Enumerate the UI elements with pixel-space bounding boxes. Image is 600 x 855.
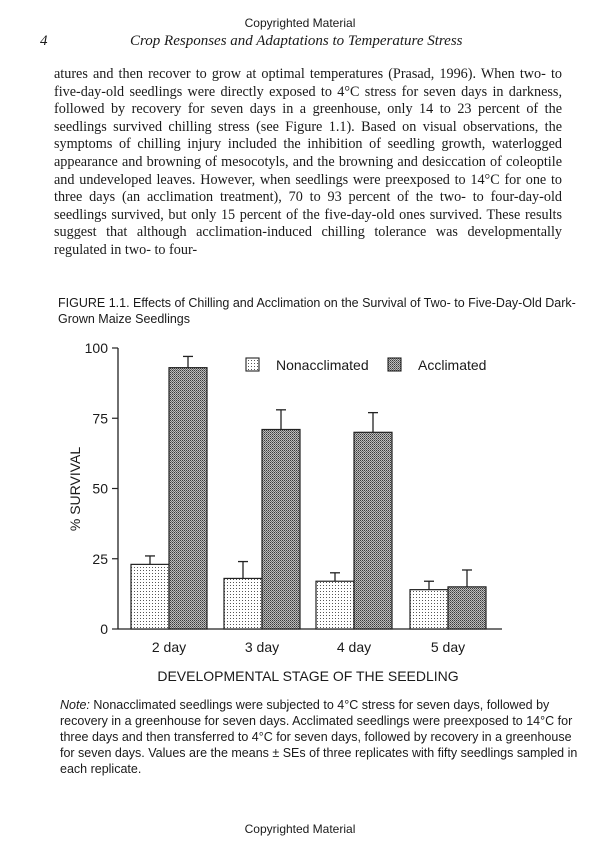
bar-acclimated [448, 587, 486, 629]
figure-note-label: Note: [60, 698, 90, 712]
bar-nonacclimated [131, 564, 169, 629]
x-tick-label: 4 day [336, 639, 372, 655]
y-tick-label: 0 [100, 621, 108, 637]
y-tick-label: 50 [92, 480, 108, 497]
legend-swatch-acclimated [388, 358, 401, 371]
body-paragraph: atures and then recover to grow at optimal temperatures (Prasad, 1996). When two- to five-day-old seedlings were directly exposed to 4°C stress for seven days in darkness, followed by recovery for seven days in a greenhouse, only 14 to 23 percent of the seedlings survived chilling stress (see Figure 1.1). Based on visual observations, the symptoms of chilling injury included the inhibition of seedling growth, waterlogged appearance and browning of mesocotyls, and the browning and desiccation of coleoptile and undeveloped leaves. However, when seedlings were preexposed to 14°C for one to three days (an acclimation treatment), 70 to 93 percent of the two- to four-day-old seedlings survived, but only 15 percent of the five-day-old ones survived. These results suggest that although acclimation-induced chilling tolerance was developmentally regulated in two- to four- [54, 66, 562, 258]
bar-acclimated [262, 429, 300, 629]
figure-caption: FIGURE 1.1. Effects of Chilling and Acclimation on the Survival of Two- to Five-Day-Old Dark-Grown Maize Seedlings [58, 296, 576, 326]
bar-acclimated [354, 432, 392, 629]
x-axis-title: DEVELOPMENTAL STAGE OF THE SEEDLING [157, 668, 459, 684]
x-tick-label: 3 day [244, 639, 280, 655]
x-tick-label: 2 day [151, 639, 187, 655]
bar-acclimated [169, 368, 207, 629]
y-tick-label: 100 [84, 340, 108, 356]
figure-note [60, 697, 580, 777]
y-tick-label: 75 [92, 410, 108, 427]
x-tick-label: 5 day [430, 639, 466, 655]
y-axis-title: % SURVIVAL [67, 446, 83, 532]
copyright-watermark-top: Copyrighted Material [244, 16, 356, 30]
bar-nonacclimated [410, 590, 448, 629]
legend-swatch-nonacclimated [246, 358, 259, 371]
bar-nonacclimated [316, 581, 354, 629]
bar-nonacclimated [224, 578, 262, 629]
running-head: Crop Responses and Adaptations to Temperature Stress [130, 33, 463, 49]
legend-label: Acclimated [418, 357, 487, 373]
legend-label: Nonacclimated [276, 357, 369, 373]
figure-note-text: Nonacclimated seedlings were subjected to 4°C stress for seven days, followed by recovery in a greenhouse for seven days. Acclimated seedlings were preexposed to 14°C for three days and then transferred to 4°C for seven days, followed by recovery in a greenhouse for seven days. Values are the means ± SEs of three replicates with fifty seedlings sampled in each replicate. [60, 698, 578, 776]
y-tick-label: 25 [92, 550, 108, 567]
copyright-watermark-bottom: Copyrighted Material [244, 822, 356, 836]
page-number: 4 [40, 33, 48, 49]
survival-bar-chart [40, 332, 560, 690]
